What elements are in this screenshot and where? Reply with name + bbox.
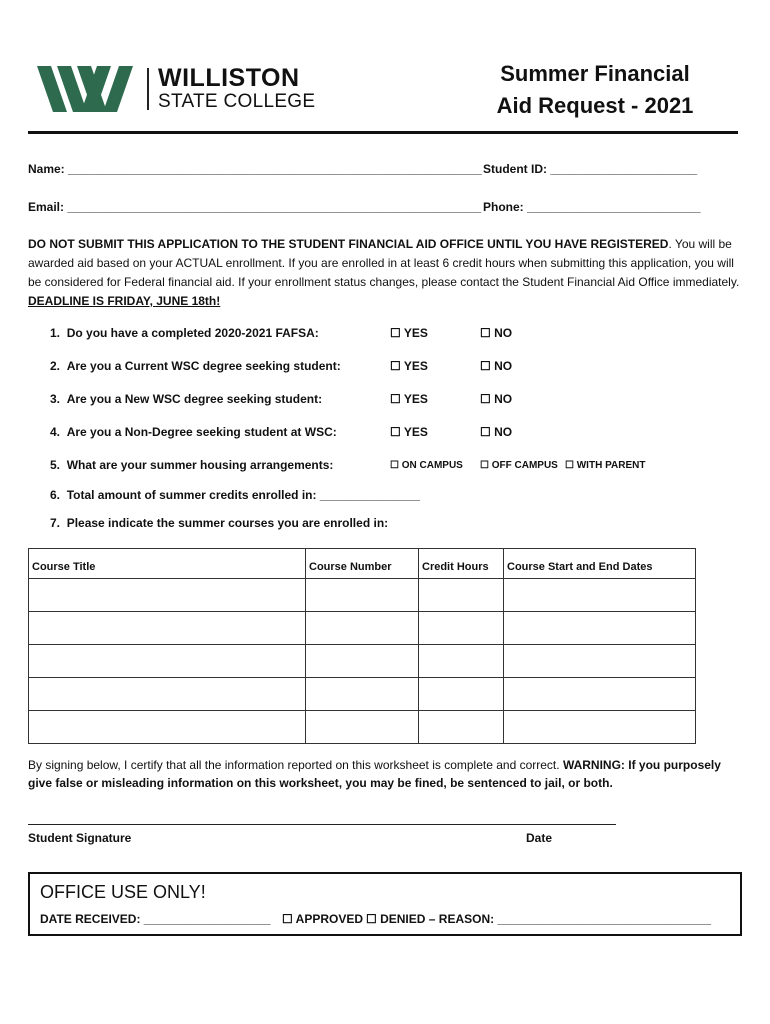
question-4: 4. Are you a Non-Degree seeking student at WSC: (50, 425, 337, 439)
question-3: 3. Are you a New WSC degree seeking student: (50, 392, 323, 406)
q1-yes-checkbox[interactable]: ☐ YES (390, 326, 428, 340)
course-title-cell[interactable] (29, 711, 306, 744)
student-signature-label: Student Signature (28, 831, 132, 845)
header-credit-hours: Credit Hours (419, 549, 504, 579)
office-use-box (28, 872, 742, 936)
q5-on-campus-checkbox[interactable]: ☐ ON CAMPUS (390, 460, 463, 471)
table-row (29, 678, 696, 711)
course-title-cell[interactable] (29, 678, 306, 711)
logo-divider (147, 68, 149, 110)
course-dates-cell[interactable] (504, 579, 696, 612)
credit-hours-cell[interactable] (419, 678, 504, 711)
question-7: 7. Please indicate the summer courses you are enrolled in: (50, 516, 389, 530)
table-row (29, 612, 696, 645)
header-course-title: Course Title (29, 549, 306, 579)
student-id-field[interactable]: Student ID: ______________________ (483, 162, 698, 176)
course-title-cell[interactable] (29, 645, 306, 678)
q5-with-parent-checkbox[interactable]: ☐ WITH PARENT (565, 460, 646, 471)
signature-line[interactable] (28, 824, 616, 825)
course-title-cell[interactable] (29, 579, 306, 612)
course-number-cell[interactable] (306, 645, 419, 678)
q3-yes-checkbox[interactable]: ☐ YES (390, 392, 428, 406)
table-row (29, 579, 696, 612)
q2-yes-checkbox[interactable]: ☐ YES (390, 359, 428, 373)
question-2: 2. Are you a Current WSC degree seeking student: (50, 359, 341, 373)
credit-hours-cell[interactable] (419, 579, 504, 612)
header-course-number: Course Number (306, 549, 419, 579)
header-rule (28, 131, 738, 134)
course-dates-cell[interactable] (504, 711, 696, 744)
name-field[interactable]: Name: ______________________________________________________________ (28, 162, 482, 176)
date-received-field[interactable]: DATE RECEIVED: ___________________ (40, 912, 271, 926)
credit-hours-cell[interactable] (419, 612, 504, 645)
registration-notice: DO NOT SUBMIT THIS APPLICATION TO THE STUDENT FINANCIAL AID OFFICE UNTIL YOU HAVE REGISTERED. You will be awarded aid based on your ACTUAL enrollment. If you are enrolled in at least 6 credit hours when submitting this application, you will be considered for Federal financial aid. If your enrollment status changes, please contact the Student Financial Aid Office immediately. DEADLINE IS FRIDAY, JUNE 18th! (28, 237, 740, 308)
header-course-dates: Course Start and End Dates (504, 549, 696, 579)
certification-text: By signing below, I certify that all the information reported on this worksheet is complete and correct. WARNING: If you purposely give false or misleading information on this worksheet, you may be fined, be sentenced to jail, or both. (28, 758, 721, 790)
phone-field[interactable]: Phone: __________________________ (483, 200, 701, 214)
q4-yes-checkbox[interactable]: ☐ YES (390, 425, 428, 439)
course-dates-cell[interactable] (504, 612, 696, 645)
logo-name: WILLISTON (158, 64, 300, 92)
course-number-cell[interactable] (306, 711, 419, 744)
course-number-cell[interactable] (306, 612, 419, 645)
question-6[interactable]: 6. Total amount of summer credits enrolled in: _______________ (50, 488, 420, 502)
course-dates-cell[interactable] (504, 645, 696, 678)
table-row (29, 645, 696, 678)
course-title-cell[interactable] (29, 612, 306, 645)
q2-no-checkbox[interactable]: ☐ NO (480, 359, 513, 373)
q4-no-checkbox[interactable]: ☐ NO (480, 425, 513, 439)
course-number-cell[interactable] (306, 579, 419, 612)
email-field[interactable]: Email: ______________________________________________________________ (28, 200, 482, 214)
course-dates-cell[interactable] (504, 678, 696, 711)
office-use-title: OFFICE USE ONLY! (40, 882, 206, 902)
page-title: Summer Financial Aid Request - 2021 (496, 61, 694, 118)
table-row (29, 711, 696, 744)
table-header-row (29, 549, 696, 579)
question-5: 5. What are your summer housing arrangements: (50, 458, 334, 472)
courses-table (28, 548, 696, 744)
q1-no-checkbox[interactable]: ☐ NO (480, 326, 513, 340)
q5-off-campus-checkbox[interactable]: ☐ OFF CAMPUS (480, 460, 558, 471)
denied-reason-field[interactable]: ☐ DENIED – REASON: ________________________________ (366, 912, 712, 926)
q3-no-checkbox[interactable]: ☐ NO (480, 392, 513, 406)
course-number-cell[interactable] (306, 678, 419, 711)
date-label: Date (526, 831, 553, 845)
approved-checkbox[interactable]: ☐ APPROVED (282, 912, 363, 926)
logo-subname: STATE COLLEGE (158, 91, 316, 112)
credit-hours-cell[interactable] (419, 645, 504, 678)
question-1: 1. Do you have a completed 2020-2021 FAFSA: (50, 326, 319, 340)
college-logo-mark (37, 66, 137, 112)
credit-hours-cell[interactable] (419, 711, 504, 744)
